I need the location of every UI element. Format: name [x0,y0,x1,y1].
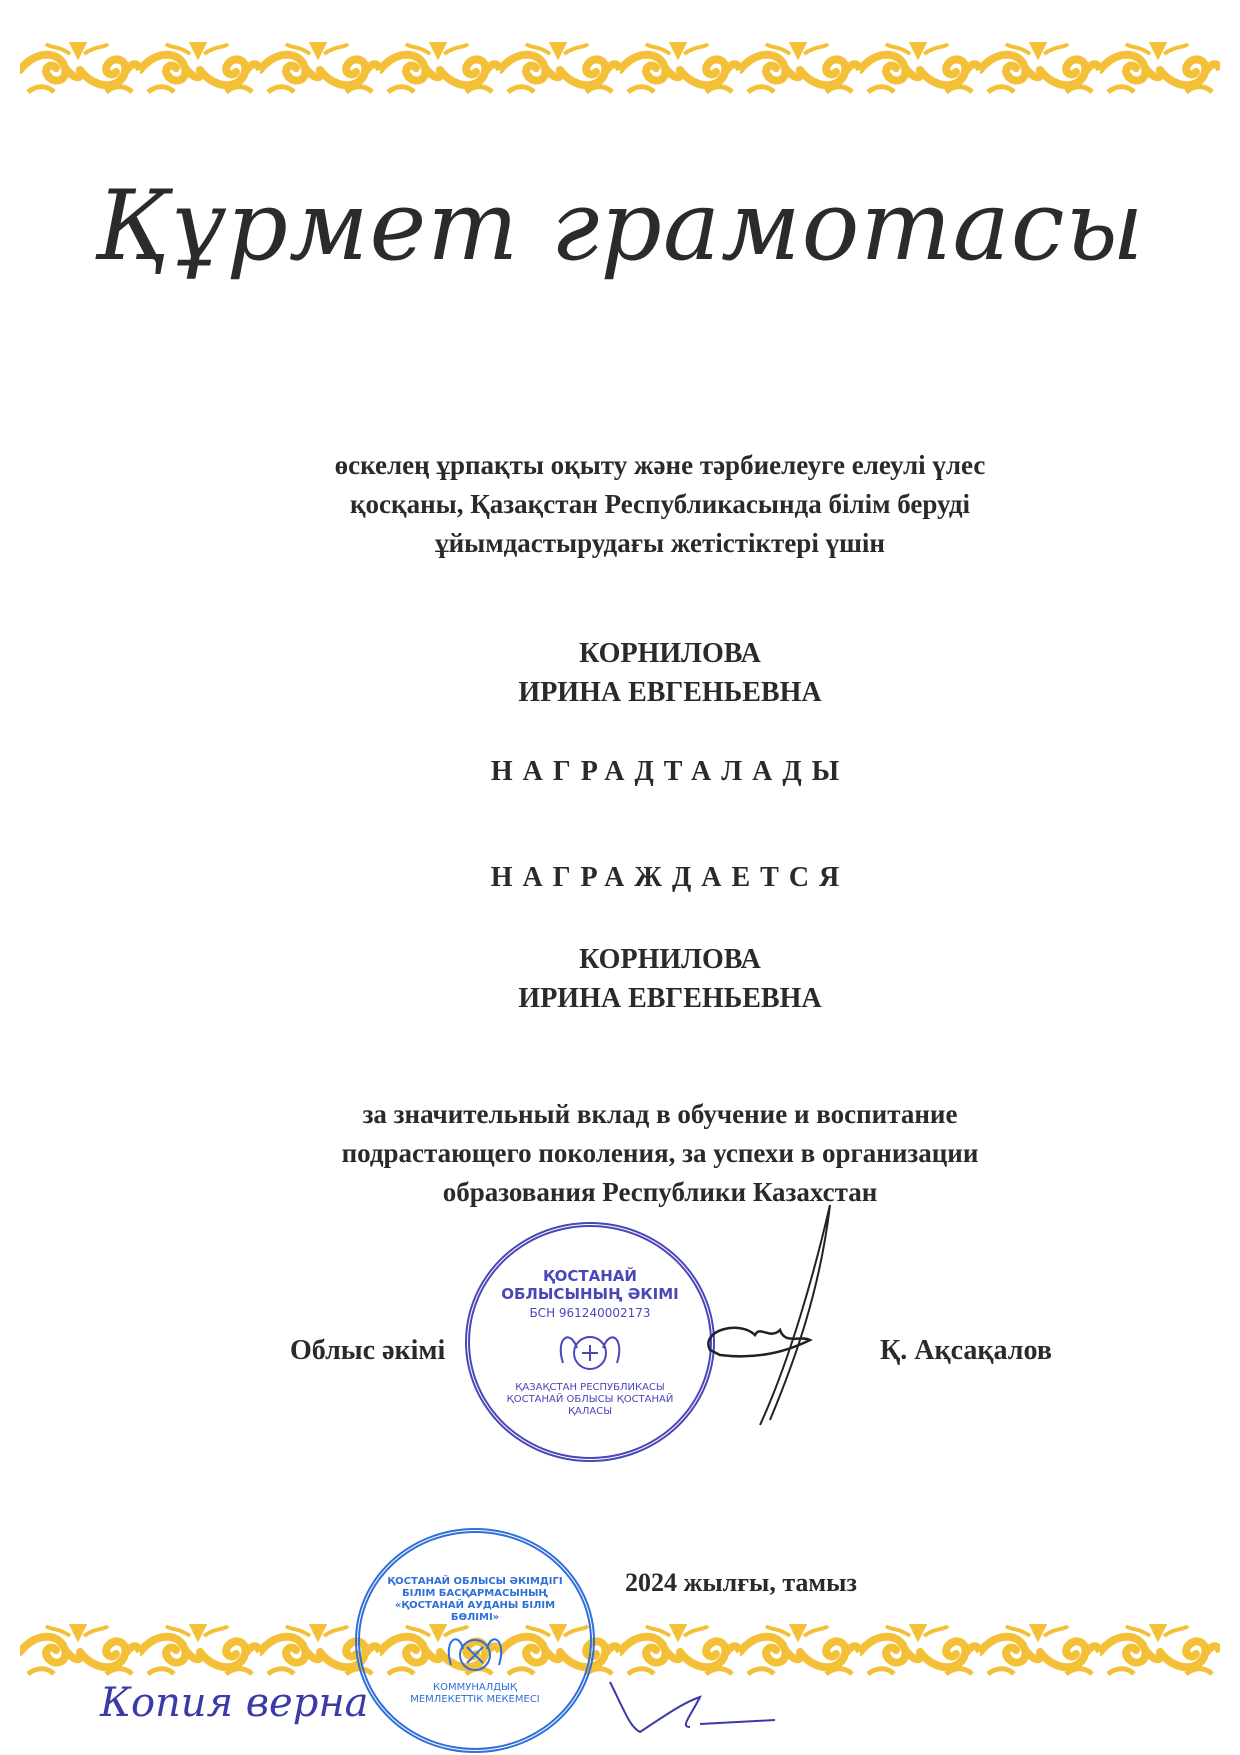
recipient-given-names: ИРИНА ЕВГЕНЬЕВНА [518,677,822,708]
russian-reason-line: подрастающего поколения, за успехи в организации [341,1138,979,1168]
kazakh-reason-line: қосқаны, Қазақстан Республикасында білім беруді [350,489,970,519]
kazakh-reason [0,446,1240,563]
emblem-icon [443,1627,507,1679]
stamp-outer-text: ҚОСТАНАЙ ОБЛЫСЫ ӘКІМДІГІ БІЛІМ БАСҚАРМАСЫНЫҢ «ҚОСТАНАЙ АУДАНЫ БІЛІМ БӨЛІМІ» [387,1575,563,1623]
stamp-outer-text: ҚОСТАНАЙ ОБЛЫСЫНЫҢ ӘКІМІ [501,1266,679,1303]
kazakh-reason-line: ұйымдастырудағы жетістіктері үшін [435,528,885,558]
kazakh-reason-line: өскелең ұрпақты оқыту және тәрбиелеуге елеулі үлес [334,450,986,480]
bottom-ornament-border [20,1622,1220,1678]
top-ornament-border [20,40,1220,96]
awarded-kz: НАГРАДТАЛАДЫ [490,756,850,787]
official-stamp-education-department [355,1528,595,1753]
recipient-name-kz [0,634,1240,712]
signatory-name: Қ. Ақсақалов [880,1335,1052,1366]
signatory-title: Облыс әкімі [290,1335,446,1366]
emblem-icon [555,1323,625,1379]
russian-reason [0,1095,1240,1212]
stamp-inner-text: КОММУНАЛДЫҚ МЕМЛЕКЕТТІК МЕКЕМЕСІ [410,1681,540,1705]
handwritten-note-text: Копия верна [100,1680,369,1726]
signature [700,1200,860,1430]
stamp-bin: БСН 961240002173 [529,1305,651,1320]
russian-reason-line: образования Республики Казахстан [442,1177,878,1207]
recipient-name-ru [0,940,1240,1018]
recipient-given-names: ИРИНА ЕВГЕНЬЕВНА [518,983,822,1014]
stamp-inner-text: ҚАЗАҚСТАН РЕСПУБЛИКАСЫ ҚОСТАНАЙ ОБЛЫСЫ ҚОСТАНАЙ ҚАЛАСЫ [506,1381,674,1417]
handwritten-copy-signature [600,1672,800,1752]
russian-reason-line: за значительный вклад в обучение и воспитание [362,1099,958,1129]
recipient-surname: КОРНИЛОВА [579,944,761,975]
certificate-title: Құрмет грамотасы [95,170,1145,282]
recipient-surname: КОРНИЛОВА [579,638,761,669]
awarded-ru: НАГРАЖДАЕТСЯ [490,862,850,893]
official-stamp-akimat [465,1222,715,1462]
issue-date: 2024 жылғы, тамыз [625,1568,857,1597]
